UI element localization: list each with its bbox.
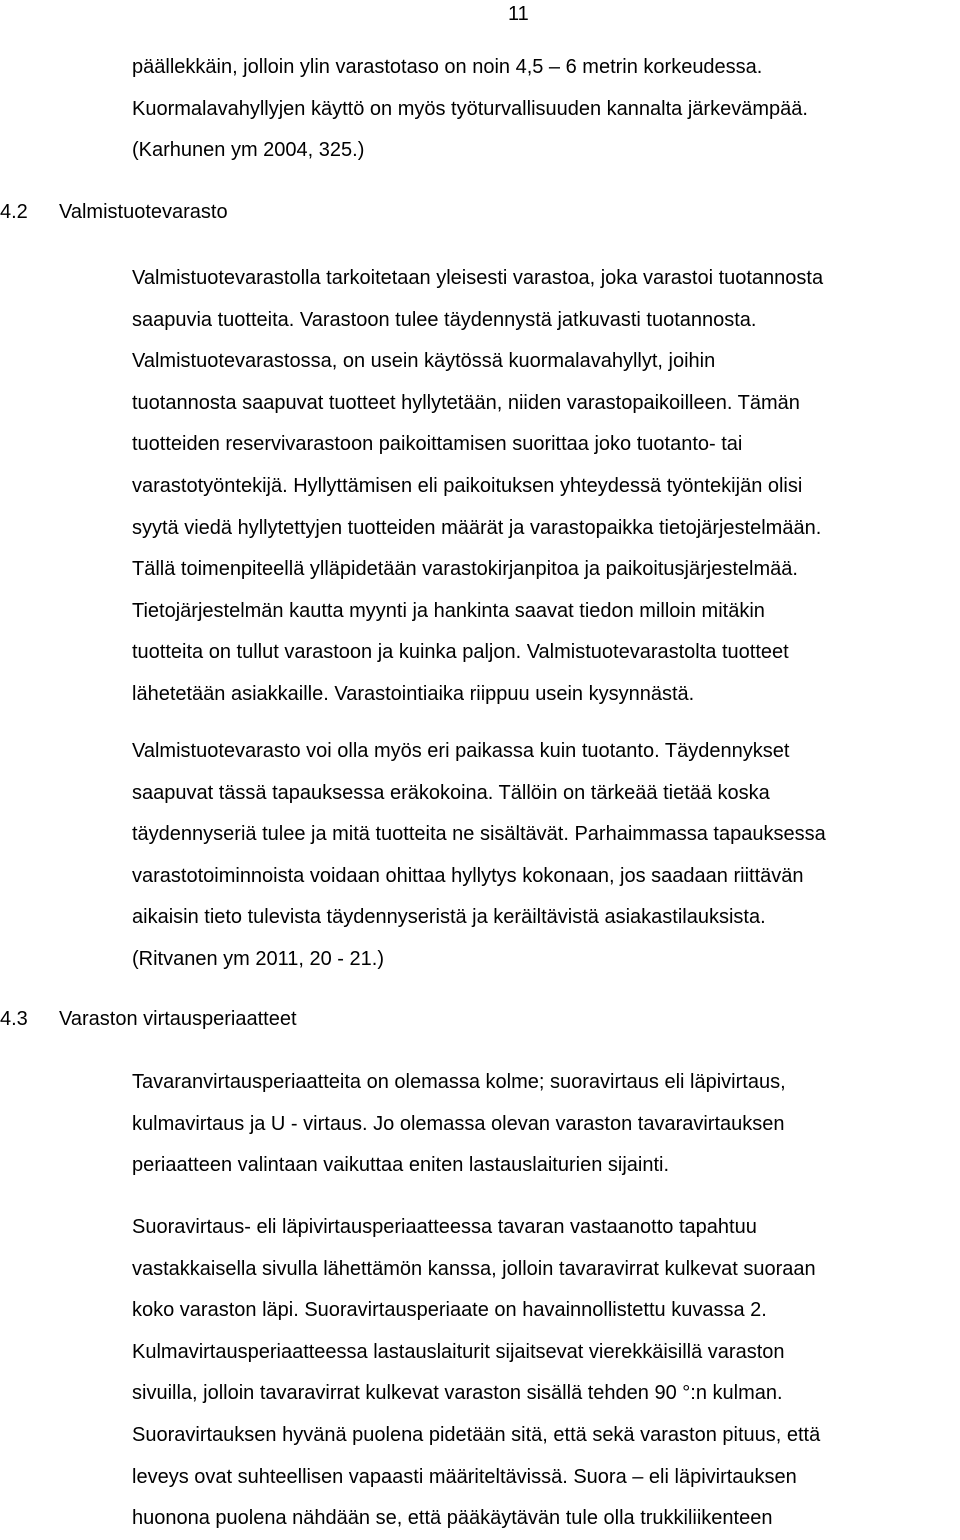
intro-paragraph bbox=[132, 47, 960, 172]
paragraph-line: Tavaranvirtausperiaatteita on olemassa kolme; suoravirtaus eli läpivirtaus, bbox=[132, 1071, 786, 1093]
page-number: 11 bbox=[508, 3, 529, 25]
paragraph-line: Tietojärjestelmän kautta myynti ja hankinta saavat tiedon milloin mitäkin bbox=[132, 599, 765, 622]
section-4-3-paragraph-1 bbox=[132, 1062, 960, 1187]
section-heading-4-3 bbox=[0, 1007, 297, 1031]
section-4-3-paragraph-2 bbox=[132, 1207, 960, 1540]
paragraph-line: Valmistuotevarasto voi olla myös eri paikassa kuin tuotanto. Täydennykset bbox=[132, 740, 790, 762]
paragraph-line: huonona puolena nähdään se, että pääkäytävän tule olla trukkiliikenteen bbox=[132, 1507, 773, 1530]
paragraph-line: varastotyöntekijä. Hyllyttämisen eli paikoituksen yhteydessä työntekijän olisi bbox=[132, 474, 803, 497]
paragraph-line: Kulmavirtausperiaatteessa lastauslaiturit sijaitsevat vierekkäisillä varaston bbox=[132, 1340, 785, 1363]
paragraph-line: lähetetään asiakkaille. Varastointiaika riippuu usein kysynnästä. bbox=[132, 682, 695, 705]
paragraph-line: koko varaston läpi. Suoravirtausperiaate on havainnollistettu kuvassa 2. bbox=[132, 1299, 767, 1322]
section-number: 4.3 bbox=[0, 1008, 28, 1030]
paragraph-line: Valmistuotevarastolla tarkoitetaan yleisesti varastoa, joka varastoi tuotannosta bbox=[132, 267, 824, 289]
section-4-2-paragraph-1 bbox=[132, 258, 960, 716]
section-4-2-paragraph-2 bbox=[132, 731, 960, 981]
paragraph-line: tuotteita on tullut varastoon ja kuinka paljon. Valmistuotevarastolta tuotteet bbox=[132, 641, 789, 664]
paragraph-line: kulmavirtaus ja U - virtaus. Jo olemassa olevan varaston tavaravirtauksen bbox=[132, 1112, 785, 1135]
paragraph-line: (Ritvanen ym 2011, 20 - 21.) bbox=[132, 947, 384, 970]
paragraph-line: Valmistuotevarastossa, on usein käytössä kuormalavahyllyt, joihin bbox=[132, 350, 716, 373]
paragraph-line: (Karhunen ym 2004, 325.) bbox=[132, 139, 365, 162]
section-heading-4-2 bbox=[0, 200, 228, 224]
paragraph-line: Kuormalavahyllyjen käyttö on myös työturvallisuuden kannalta järkevämpää. bbox=[132, 97, 808, 120]
paragraph-line: tuotannosta saapuvat tuotteet hyllytetään, niiden varastopaikoilleen. Tämän bbox=[132, 391, 800, 414]
section-title: Varaston virtausperiaatteet bbox=[59, 1008, 297, 1030]
paragraph-line: päällekkäin, jolloin ylin varastotaso on noin 4,5 – 6 metrin korkeudessa. bbox=[132, 56, 763, 78]
paragraph-line: saapuvia tuotteita. Varastoon tulee täydennystä jatkuvasti tuotannosta. bbox=[132, 308, 757, 331]
paragraph-line: vastakkaisella sivulla lähettämön kanssa, jolloin tavaravirrat kulkevat suoraan bbox=[132, 1257, 816, 1280]
paragraph-line: varastotoiminnoista voidaan ohittaa hyllytys kokonaan, jos saadaan riittävän bbox=[132, 864, 804, 887]
paragraph-line: leveys ovat suhteellisen vapaasti määriteltävissä. Suora – eli läpivirtauksen bbox=[132, 1465, 797, 1488]
paragraph-line: Suoravirtaus- eli läpivirtausperiaatteessa tavaran vastaanotto tapahtuu bbox=[132, 1216, 757, 1238]
paragraph-line: periaatteen valintaan vaikuttaa eniten lastauslaiturien sijainti. bbox=[132, 1154, 670, 1177]
paragraph-line: aikaisin tieto tulevista täydennyseristä ja keräiltävistä asiakastilauksista. bbox=[132, 906, 766, 929]
paragraph-line: syytä viedä hyllytettyjen tuotteiden määrät ja varastopaikka tietojärjestelmään. bbox=[132, 516, 822, 539]
paragraph-line: saapuvat tässä tapauksessa eräkokoina. Tällöin on tärkeää tietää koska bbox=[132, 781, 770, 804]
section-title: Valmistuotevarasto bbox=[59, 201, 228, 223]
section-number: 4.2 bbox=[0, 201, 28, 223]
paragraph-line: Suoravirtauksen hyvänä puolena pidetään sitä, että sekä varaston pituus, että bbox=[132, 1423, 821, 1446]
paragraph-line: Tällä toimenpiteellä ylläpidetään varastokirjanpitoa ja paikoitusjärjestelmää. bbox=[132, 558, 798, 581]
paragraph-line: täydennyseriä tulee ja mitä tuotteita ne sisältävät. Parhaimmassa tapauksessa bbox=[132, 823, 826, 846]
paragraph-line: sivuilla, jolloin tavaravirrat kulkevat varaston sisällä tehden 90 °:n kulman. bbox=[132, 1382, 783, 1405]
paragraph-line: tuotteiden reservivarastoon paikoittamisen suorittaa joko tuotanto- tai bbox=[132, 433, 743, 456]
